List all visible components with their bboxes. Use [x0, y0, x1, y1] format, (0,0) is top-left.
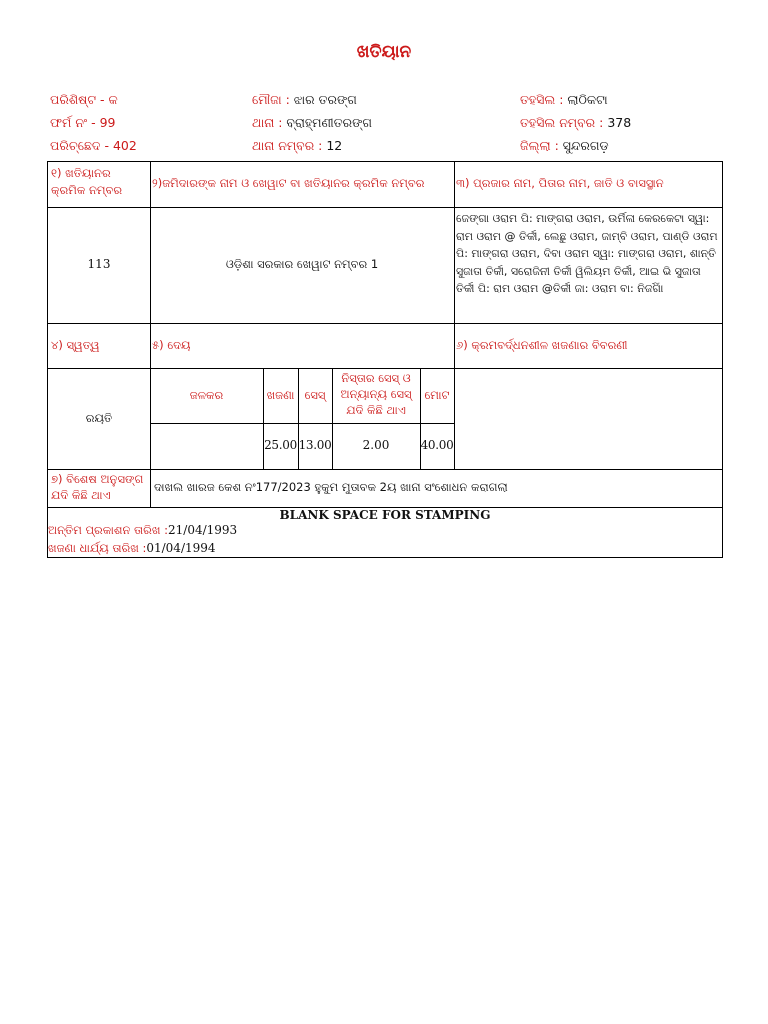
header-label: ତହସିଲ ନମ୍ବର : [520, 115, 608, 130]
header-thana-no [252, 138, 342, 154]
document-title: ଖତିୟାନ [356, 42, 412, 62]
dues-col-total: ମୋଟ [424, 388, 450, 402]
stamp-area-label: BLANK SPACE FOR STAMPING [279, 508, 491, 522]
header-value: ଝାର ତରଙ୍ଗ [293, 92, 357, 107]
right-type: ରୟତି [85, 411, 113, 425]
header-label: ତହସିଲ : [520, 92, 568, 107]
final-publication-label: ଅନ୍ତିମ ପ୍ରକାଶନ ତାରିଖ : [48, 523, 169, 537]
header-label: ଫର୍ମ ନଂ - [50, 115, 100, 130]
dues-col-jalakara: ଜଳକର [189, 388, 224, 402]
final-publication-date [48, 522, 648, 539]
header-value: 402 [112, 138, 137, 153]
header-label: ଜିଲ୍ଲା : [520, 138, 563, 153]
header-form-no [50, 115, 116, 131]
header-label: ପରିଶିଷ୍ଟ - କ [50, 92, 118, 107]
remarks-text: ଦାଖଲ ଖାରଜ କେଶ ନଂ177/2023 ହୁକୁମ ମୁତାବକ 2ୟ ଖାନା ସଂଶୋଧନ କରାଗଲା [154, 480, 508, 494]
header-thana [252, 115, 372, 131]
header-mouza [252, 92, 357, 108]
header-label: ମୌଜା : [252, 92, 294, 107]
dues-val-total: 40.00 [420, 438, 454, 452]
header-label: ଥାନା ନମ୍ବର : [252, 138, 327, 153]
header-label: ଥାନା : [252, 115, 287, 130]
header-parishishta [50, 92, 118, 108]
rule [454, 162, 455, 469]
header-value: ବ୍ରାହ୍ମଣୀତରଙ୍ଗ [286, 115, 373, 130]
landlord-khewat: ଓଡ଼ିଶା ସରକାର ଖେୱାଟ ନମ୍ବର 1 [225, 257, 379, 271]
rent-fixation-label: ଖଜଣା ଧାର୍ଯ୍ୟ ତାରିଖ : [48, 541, 147, 555]
dues-col-khajana: ଖଜଣା [266, 388, 295, 402]
rent-fixation-date [48, 540, 648, 557]
header-value: ସୁନ୍ଦରଗଡ଼ [562, 138, 609, 153]
final-publication-value: 21/04/1993 [168, 523, 238, 537]
rule [150, 162, 151, 507]
dues-val-cess: 13.00 [298, 438, 332, 452]
dues-col-other-cess: ନିସ୍ତାର ସେସ୍ ଓ ଅନ୍ୟାନ୍ୟ ସେସ୍ ଯଦି କିଛି ଥାଏ [340, 371, 412, 417]
header-tahasil-no [520, 115, 631, 131]
header-parichheda [50, 138, 137, 154]
rule [150, 423, 454, 424]
col-header-remarks: ୭) ବିଶେଷ ଅନୁସଙ୍ଗ ଯଦି କିଛି ଥାଏ [51, 472, 144, 502]
header-district [520, 138, 609, 154]
record-table [47, 161, 723, 558]
tenant-details: ଜେଙ୍ଗା ଓରାମ ପି: ମାଙ୍ଗରା ଓରାମ, ଉର୍ମିଳା କେରକେଟା ସ୍ୱା: ରାମ ଓରାମ @ ତିର୍କୀ, ଲେଛୁ ଓରାମ, ଜାମ୍ବି ଓରାମ, ପାଣ୍ଡି ଓରାମ ପି: ମାଙ୍ଗରା ଓରାମ, ଦିବା ଓରାମ ସ୍ୱା: ମାଙ୍ଗରା ଓରାମ, ଶାନ୍ତି ସୁଜାତା ତିର୍କୀ, ସରୋଜିନୀ ତିର୍କୀ ୱିଲିୟମ ତିର୍କୀ, ଆଇ ଭି ସୁଜାତା ତିର୍କୀ ପି: ରାମ ଓରାମ @ତିର୍କୀ ଜା: ଓରାମ ବା: ନିଜର୍ଗାଁ [456, 212, 718, 296]
col-header-khatiyan-no: ୧) ଖତିୟାନର କ୍ରମିକ ନମ୍ବର [51, 166, 123, 197]
header-tahasil [520, 92, 608, 108]
col-header-dues: ୫) ଦେୟ [152, 338, 191, 352]
col-header-rent-details: ୬) କ୍ରମବର୍ଦ୍ଧନଶୀଳ ଖଜଣାର ବିବରଣୀ [456, 338, 628, 352]
header-value: 12 [326, 138, 343, 153]
rent-fixation-value: 01/04/1994 [146, 541, 216, 555]
dues-col-cess: ସେସ୍ [304, 388, 326, 402]
header-value: 99 [99, 115, 116, 130]
col-header-landlord: ୨)ଜମିଦାରଙ୍କ ନାମ ଓ ଖେୱାଟ ବା ଖତିୟାନର କ୍ରମିକ ନମ୍ବର [152, 176, 425, 190]
dues-val-other-cess: 2.00 [362, 438, 390, 452]
col-header-right: ୪) ସ୍ୱତ୍ୱ [51, 338, 100, 352]
header-value: 378 [607, 115, 632, 130]
khatiyan-number: 113 [87, 257, 111, 271]
dues-val-khajana: 25.00 [264, 438, 297, 452]
col-header-tenant: ୩) ପ୍ରଜାର ନାମ, ପିତାର ନାମ, ଜାତି ଓ ବାସସ୍ଥାନ [456, 176, 664, 190]
header-label: ପରିଚ୍ଛେଦ - [50, 138, 113, 153]
header-value: ଲାଠିକଟା [567, 92, 608, 107]
